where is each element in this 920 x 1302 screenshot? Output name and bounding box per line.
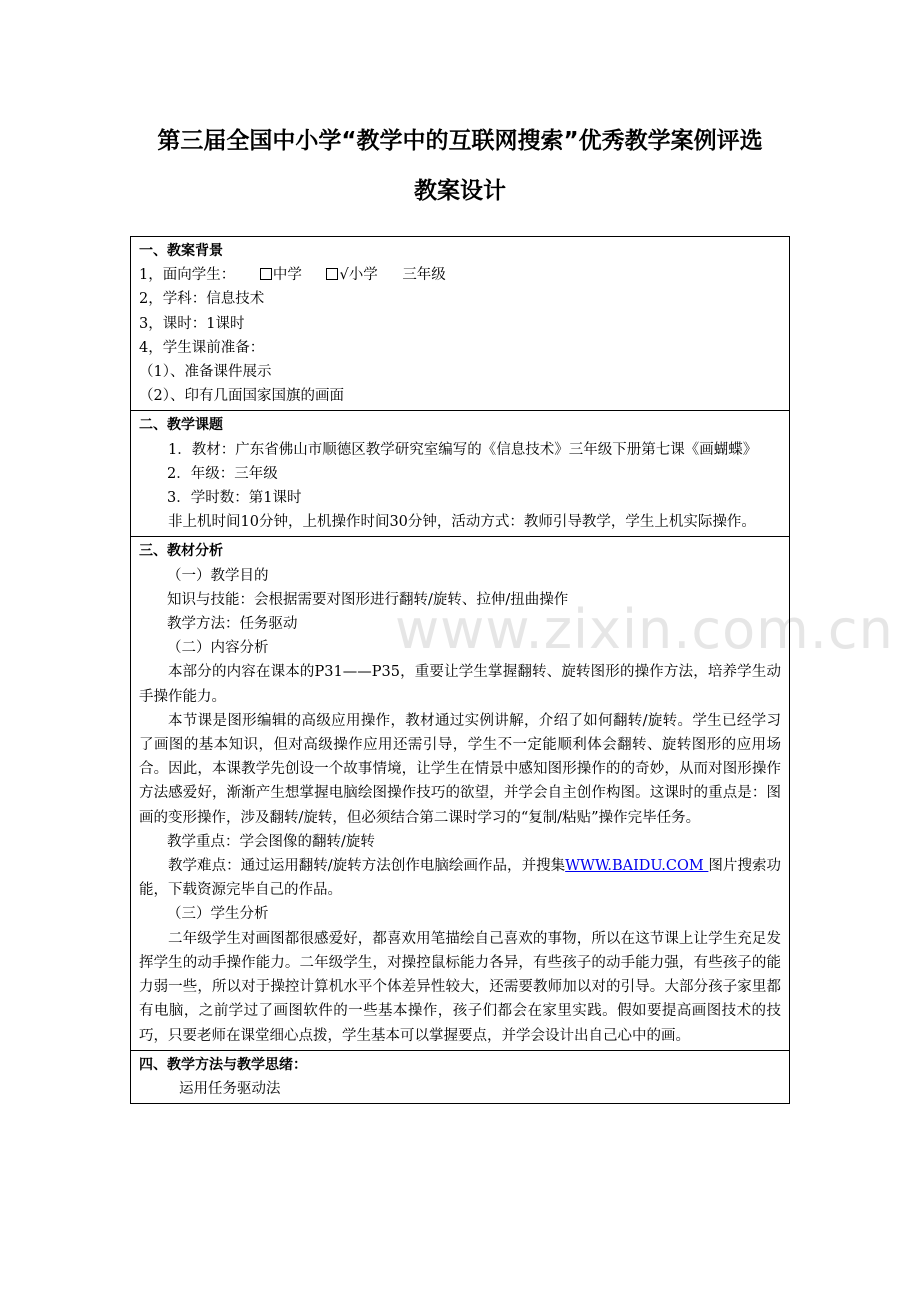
option-primary-school: √小学	[339, 267, 378, 284]
difficulty-paragraph	[139, 854, 781, 902]
topic-item-1: 1．教材：广东省佛山市顺德区教学研究室编写的《信息技术》三年级下册第七课《画蝴蝶》	[168, 441, 758, 458]
baidu-link[interactable]: WWW.BAIDU.COM	[565, 858, 709, 875]
hours-line: 3，课时：1课时	[139, 315, 245, 332]
section-methods	[131, 1050, 790, 1103]
section-heading: 一、教案背景	[139, 243, 223, 259]
lesson-plan-table	[130, 236, 790, 1104]
document-title: 第三届全国中小学“教学中的互联网搜索”优秀教学案例评选	[157, 128, 763, 154]
section-heading: 三、教材分析	[139, 543, 223, 560]
focus-line: 教学重点：学会图像的翻转/旋转	[167, 833, 375, 850]
paragraph: 本节课是图形编辑的高级应用操作，教材通过实例讲解，介绍了如何翻转/旋转。学生已经学习了画图的基本知识，但对高级操作应用还需引导，学生不一定能顺利体会翻转、旋转图形的应用场合。因此，本课教学先创设一个故事情境，让学生在情景中感知图形操作的的奇妙，从而对图形操作方法感爱好，渐渐产生想掌握电脑绘图操作技巧的欲望，并学会自主创作构图。这课时的重点是：图画的变形操作，涉及翻转/旋转，但必须结合第二课时学习的“复制/粘贴”操作完毕任务。	[139, 712, 781, 826]
difficulty-text: 教学难点：通过运用翻转/旋转方法创作电脑绘画作品，并搜集	[168, 858, 566, 875]
section-heading: 四、教学方法与教学思绪：	[139, 1056, 307, 1073]
method-item: 运用任务驱动法	[179, 1080, 281, 1097]
option-middle-school: 中学	[272, 267, 302, 284]
section-analysis	[131, 537, 790, 1050]
subheading: （二）内容分析	[167, 640, 269, 657]
paragraph: 本部分的内容在课本的P31——P35，重要让学生掌握翻转、旋转图形的操作方法，培养学生动手操作能力。	[139, 664, 781, 705]
topic-item-2: 2．年级：三年级	[167, 465, 278, 482]
skill-line: 知识与技能：会根据需要对图形进行翻转/旋转、拉伸/扭曲操作	[167, 591, 569, 608]
grade-text: 三年级	[402, 267, 446, 284]
watermark: www.zixin.com.cn	[395, 598, 894, 661]
target-students-line	[139, 263, 781, 287]
prep-item-2: （2）、印有几面国家国旗的画面	[139, 388, 344, 405]
checkbox-icon	[326, 268, 338, 280]
method-line: 教学方法：任务驱动	[167, 616, 298, 633]
target-label: 1，面向学生：	[139, 267, 236, 284]
subject-line: 2，学科：信息技术	[139, 291, 265, 308]
section-topic	[131, 411, 790, 537]
prep-item-1: （1）、准备课件展示	[139, 364, 272, 381]
paragraph: 二年级学生对画图都很感爱好，都喜欢用笔描绘自己喜欢的事物，所以在这节课上让学生充足发挥学生的动手操作能力。二年级学生，对操控鼠标能力各异，有些孩子的动手能力强，有些孩子的能力弱一些，所以对于操控计算机水平个体差异性较大，还需要教师加以对的引导。大部分孩子家里都有电脑，之前学过了画图软件的一些基本操作，孩子们都会在家里实践。假如要提高画图技术的技巧，只要老师在课堂细心点拨，学生基本可以掌握要点，并学会设计出自己心中的画。	[139, 930, 781, 1044]
topic-item-3: 3．学时数：第1课时	[167, 490, 302, 507]
section-heading: 二、教学课题	[139, 417, 223, 434]
document-subtitle: 教案设计	[414, 178, 506, 204]
difficulty-text-end: 图片搜索功能，下载资源完毕自己的作品。	[139, 858, 782, 899]
subheading: （三）学生分析	[167, 906, 269, 923]
checkbox-icon	[260, 268, 272, 280]
prep-line: 4，学生课前准备：	[139, 339, 265, 356]
section-background	[131, 237, 790, 411]
subheading: （一）教学目的	[167, 567, 269, 584]
topic-note: 非上机时间10分钟，上机操作时间30分钟，活动方式：教师引导教学，学生上机实际操作。	[168, 514, 756, 531]
